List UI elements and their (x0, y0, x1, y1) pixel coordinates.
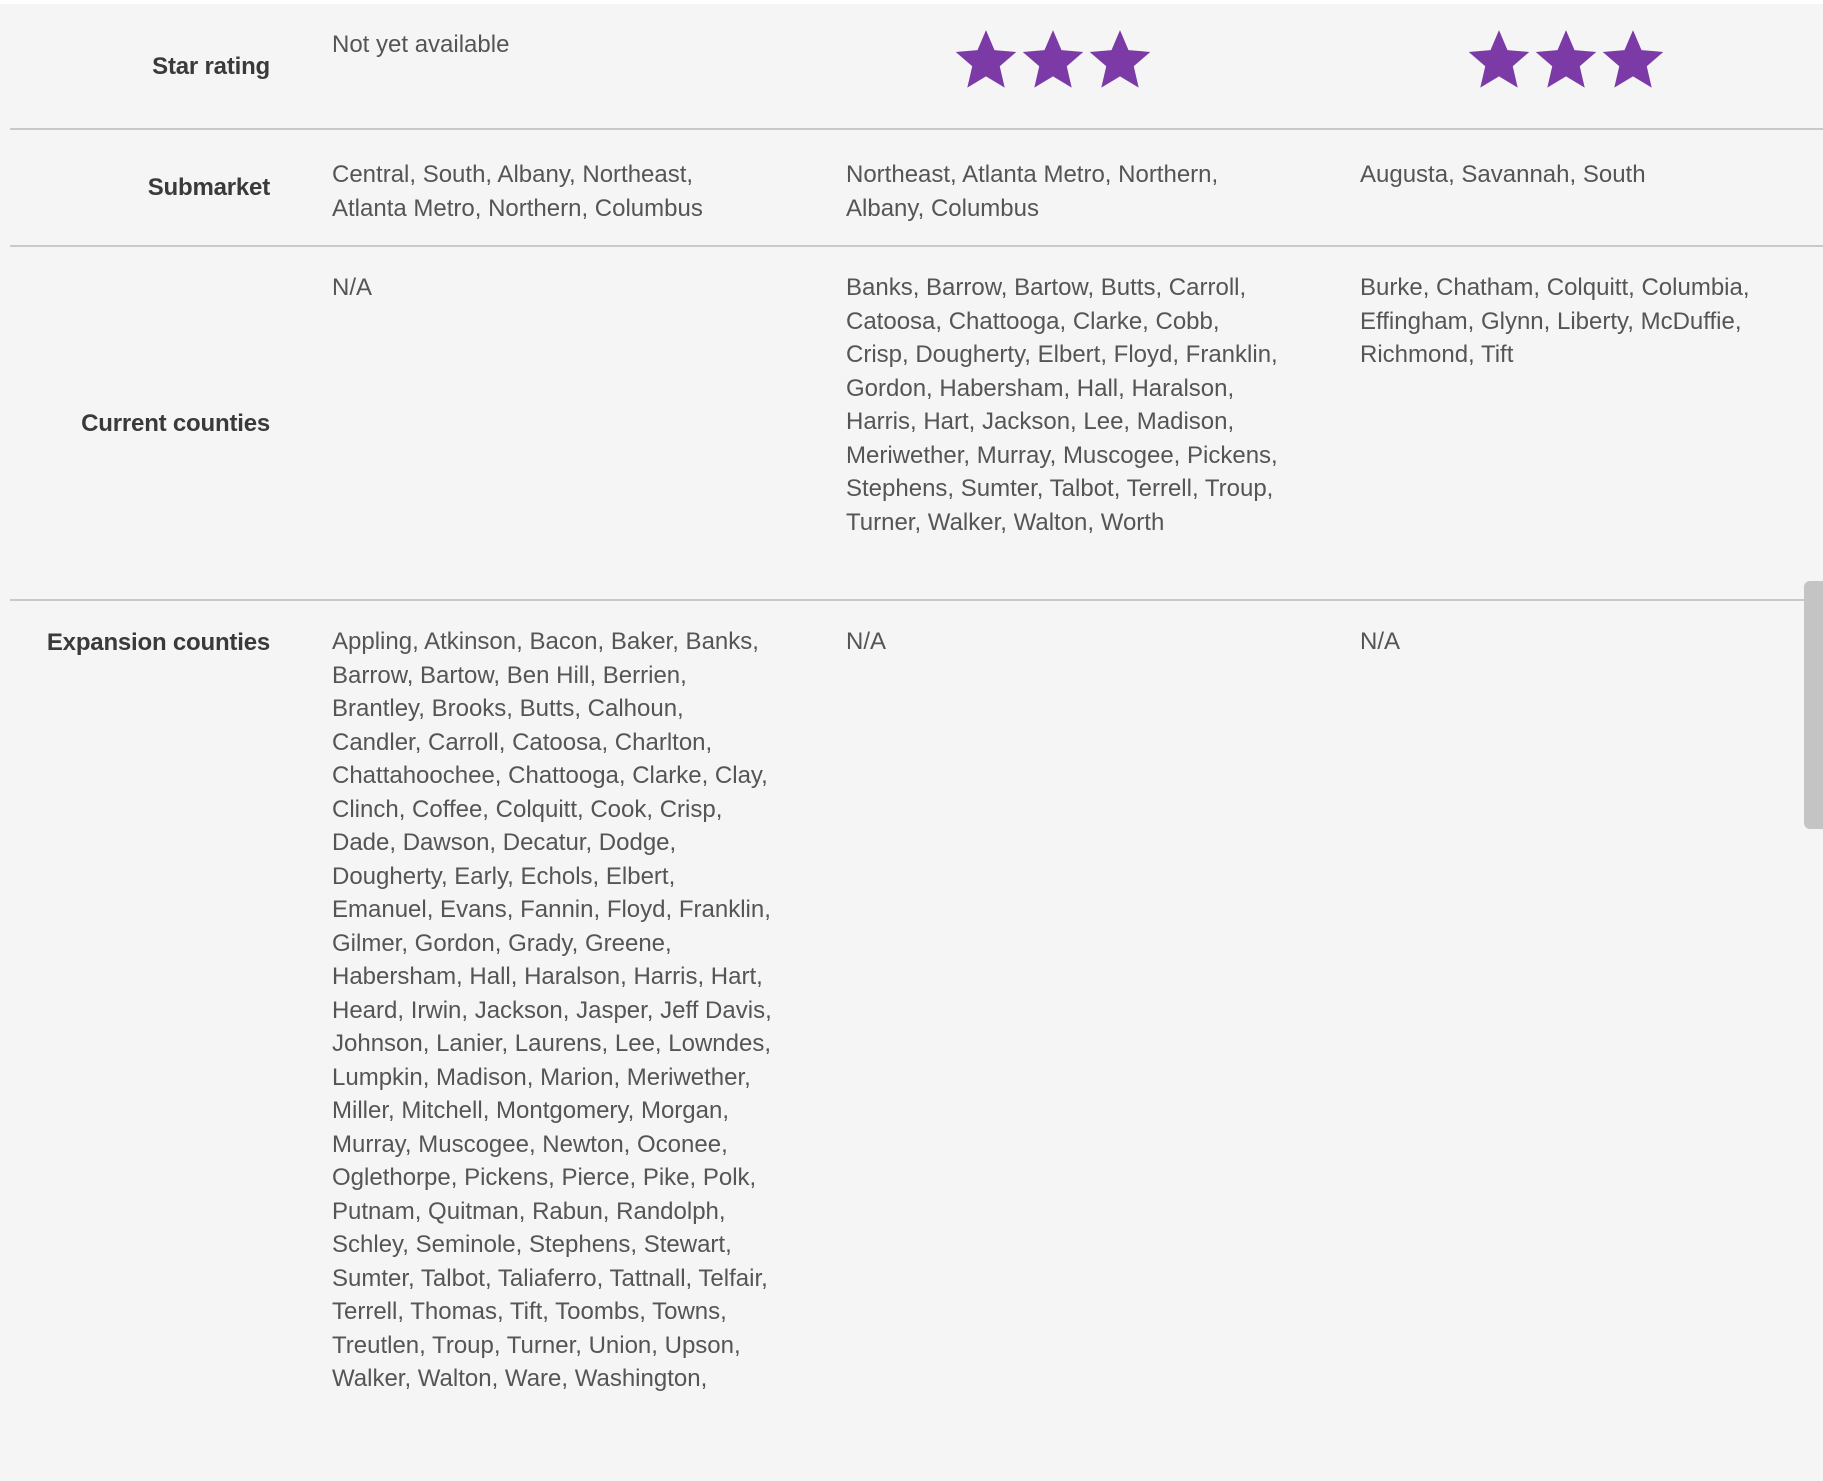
current-counties-plan-3: Burke, Chatham, Colquitt, Columbia, Effingham, Glynn, Liberty, McDuffie, Richmond, Tift (1360, 274, 1750, 368)
row-star-rating (0, 4, 1823, 130)
current-counties-plan-1: N/A (332, 274, 373, 301)
star-icon (953, 26, 1019, 92)
submarket-plan-2: Northeast, Atlanta Metro, Northern, Albany, Columbus (846, 161, 1219, 222)
row-current-counties (0, 247, 1823, 601)
expansion-counties-plan-3: N/A (1360, 628, 1401, 655)
star-icon (1466, 26, 1532, 92)
submarket-plan-3: Augusta, Savannah, South (1360, 161, 1646, 188)
row-label-star-rating: Star rating (152, 53, 270, 80)
star-icon (1600, 26, 1666, 92)
expansion-counties-plan-1: Appling, Atkinson, Bacon, Baker, Banks, Barrow, Bartow, Ben Hill, Berrien, Brantley, Brooks, Butts, Calhoun, Candler, Carroll, Catoosa, Charlton, Chattahoochee, Chattooga, Clarke, Clay, Clinch, Coffee, Colquitt, Cook, Crisp, Dade, Dawson, Decatur, Dodge, Dougherty, Early, Echols, Elbert, Emanuel, Evans, Fannin, Floyd, Franklin, Gilmer, Gordon, Grady, Greene, Habersham, Hall, Haralson, Harris, Hart, Heard, Irwin, Jackson, Jasper, Jeff Davis, Johnson, Lanier, Laurens, Lee, Lowndes, Lumpkin, Madison, Marion, Meriwether, Miller, Mitchell, Montgomery, Morgan, Murray, Muscogee, Newton, Oconee, Oglethorpe, Pickens, Pierce, Pike, Polk, Putnam, Quitman, Rabun, Randolph, Schley, Seminole, Stephens, Stewart, Sumter, Talbot, Taliaferro, Tattnall, Telfair, Terrell, Thomas, Tift, Toombs, Towns, Treutlen, Troup, Turner, Union, Upson, Walker, Walton, Ware, Washington, (332, 628, 772, 1392)
plan-comparison-table (0, 4, 1823, 1477)
star-rating-plan-3 (1466, 26, 1666, 92)
star-rating-plan-2 (953, 26, 1153, 92)
scrollbar-thumb[interactable] (1804, 581, 1823, 829)
row-label-submarket: Submarket (147, 174, 270, 201)
star-icon (1087, 26, 1153, 92)
row-label-expansion-counties: Expansion counties (46, 629, 270, 656)
expansion-counties-plan-2: N/A (846, 628, 887, 655)
submarket-plan-1: Central, South, Albany, Northeast, Atlanta Metro, Northern, Columbus (332, 161, 703, 222)
star-icon (1533, 26, 1599, 92)
row-expansion-counties (0, 601, 1823, 1477)
star-rating-plan-1: Not yet available (332, 31, 510, 58)
star-icon (1020, 26, 1086, 92)
row-label-current-counties: Current counties (81, 410, 270, 437)
current-counties-plan-2: Banks, Barrow, Bartow, Butts, Carroll, Catoosa, Chattooga, Clarke, Cobb, Crisp, Dougherty, Elbert, Floyd, Franklin, Gordon, Habersham, Hall, Haralson, Harris, Hart, Jackson, Lee, Madison, Meriwether, Murray, Muscogee, Pickens, Stephens, Sumter, Talbot, Terrell, Troup, Turner, Walker, Walton, Worth (846, 274, 1278, 536)
row-submarket (0, 130, 1823, 247)
